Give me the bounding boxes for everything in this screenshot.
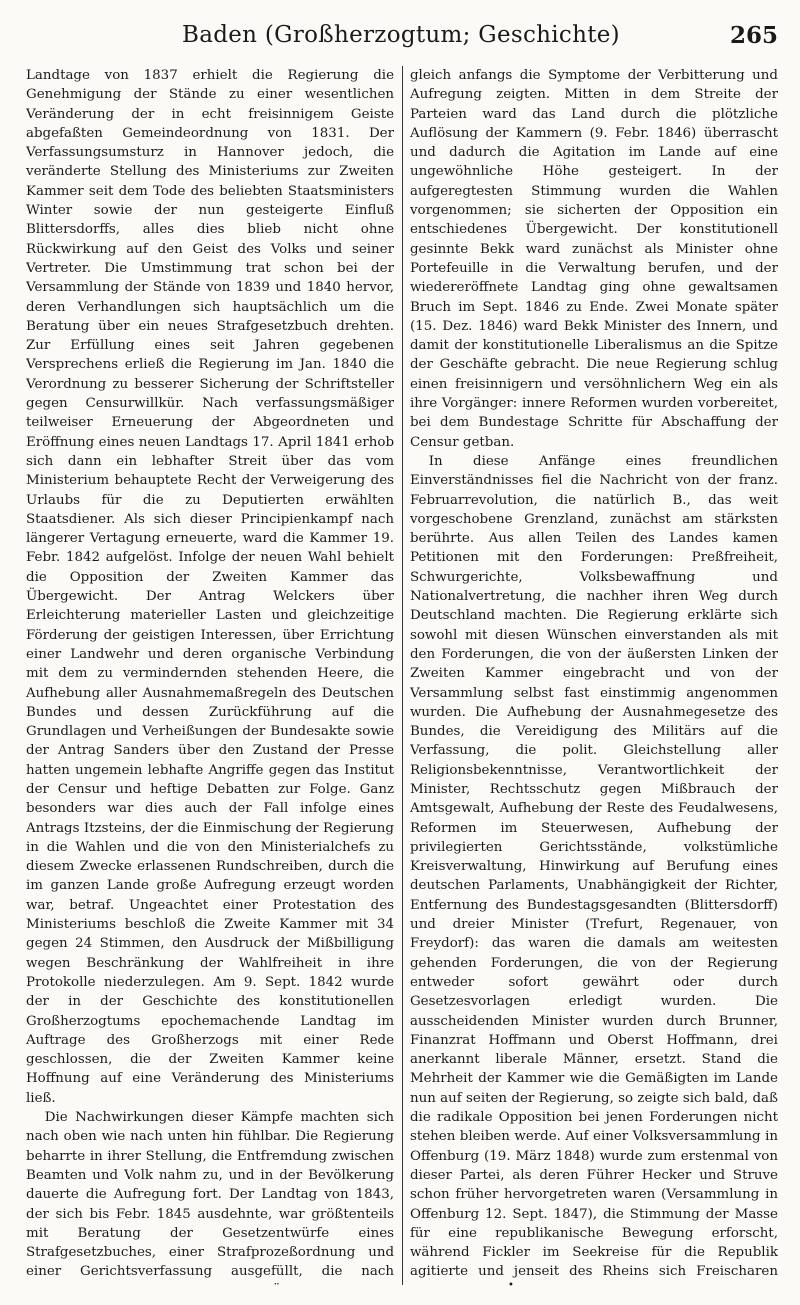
running-head: Baden (Großherzogtum; Geschichte) xyxy=(182,22,620,48)
column-divider xyxy=(402,66,403,1285)
page-header xyxy=(24,22,778,62)
paragraph: In diese Anfänge eines freundlichen Einverständnisses fiel die Nachricht von der franz. Februarrevolution, die natürlich B., das weit vorgeschobene Grenzland, zunächst am stärksten berührte. Aus allen Teilen des Landes kamen Petitionen mit den Forderungen: Preßfreiheit, Schwurgerichte, Volksbewaffnung und Nationalvertretung, die nachher ihren Weg durch Deutschland machten. Die Regierung erklärte sich sowohl mit diesen Wünschen einverstanden als mit den Forderungen, die von der äußersten Linken der Zweiten Kammer eingebracht und von der Versammlung selbst fast einstimmig angenommen wurden. Die Aufhebung der Ausnahmegesetze des Bundes, die Vereidigung des Militärs auf die Verfassung, die polit. Gleichstellung aller Religionsbekenntnisse, Verantwortlichkeit der Minister, Rechtsschutz gegen Mißbrauch der Amtsgewalt, Aufhebung der Reste des Feudalwesens, Reformen im Steuerwesen, Aufhebung der privilegierten Gerichtsstände, volkstümliche Kreisverwaltung, Hinwirkung auf Berufung eines deutschen Parlaments, Unabhängigkeit der Richter, Entfernung des Bundestagsgesandten (Blittersdorff) und dreier Minister (Trefurt, Regenauer, von Freydorf): das waren die damals am weitesten gehenden Forderungen, die von der Regierung entweder sofort gewährt oder durch Gesetzesvorlagen erledigt wurden. Die ausscheidenden Minister wurden durch Brunner, Finanzrat Hoffmann und Oberst Hoffmann, drei anerkannt liberale Männer, ersetzt. Stand die Mehrheit der Kammer wie die Gemäßigten im Lande nun auf seiten der Regierung, so zeigte sich bald, daß die radikale Opposition bei jenen Forderungen nicht stehen bleiben werde. Auf einer Volksversammlung in Offenburg (19. März 1848) wurde zum erstenmal von dieser Partei, als deren Führer Hecker und Struve schon früher hervorgetreten waren (Versammlung in Offenburg 12. Sept. 1847), die Stimmung der Masse für eine republikanische Bewegung erforscht, während Fickler im Seekreise für die Republik agitierte und jenseit des Rheins sich Freischaren xyxy=(409,453,778,1280)
text-columns xyxy=(26,66,778,1285)
paragraph: gleich anfangs die Symptome der Verbitterung und Aufregung zeigten. Mitten in dem Streite der Parteien ward das Land durch die plötzliche Auflösung der Kammern (9. Febr. 1846) überrascht und dadurch die Agitation im Lande auf eine ungewöhnliche Höhe gesteigert. In der aufgeregtesten Stimmung wurden die Wahlen vorgenommen; sie sicherten der Opposition ein entschiedenes Übergewicht. Der konstitutionell gesinnte Bekk ward zunächst als Minister ohne Portefeuille in die Verwaltung berufen, und der wiedereröffnete Landtag ging ohne gewaltsamen Bruch im Sept. 1846 zu Ende. Zwei Monate später (15. Dez. 1846) ward Bekk Minister des Innern, und damit der konstitutionelle Liberalismus an die Spitze der Geschäfte gebracht. Die neue Regierung schlug einen freisinnigern und versöhnlichern Weg ein als ihre Vorgänger: innere Reformen wurden vorbereitet, bei dem Bundestage Schritte für Abschaffung der Censur getban. xyxy=(409,68,778,450)
paragraph: Landtage von 1837 erhielt die Regierung die Genehmigung der Stände zu einer wesentlichen Veränderung der in echt freisinnigem Geiste abgefaßten Gemeindeordnung von 1831. Der Verfassungsumsturz in Hannover jedoch, die veränderte Stellung des Ministeriums zur Zweiten Kammer seit dem Tode des beliebten Staatsministers Winter sowie der nun gesteigerte Einfluß Blittersdorffs, alles dies blieb nicht ohne Rückwirkung auf den Geist des Volks und seiner Vertreter. Die Umstimmung trat schon bei der Versammlung der Stände von 1839 und 1840 hervor, deren Verhandlungen sich hauptsächlich um die Beratung über ein neues Strafgesetzbuch drehten. Zur Erfüllung eines seit Jahren gegebenen Versprechens erließ die Regierung im Jan. 1840 die Verordnung zu besserer Sicherung der Schriftsteller gegen Censurwillkür. Nach verfassungsmäßiger teilweiser Erneuerung der Abgeordneten und Eröffnung eines neuen Landtags 17. April 1841 erhob sich dann ein lebhafter Streit über das vom Ministerium behauptete Recht der Verweigerung des Urlaubs für die zu Deputierten erwählten Staatsdiener. Als sich dieser Principienkampf nach längerer Vertagung erneuerte, ward die Kammer 19. Febr. 1842 aufgelöst. Infolge der neuen Wahl behielt die Opposition der Zweiten Kammer das Übergewicht. Der Antrag Welckers über Erleichterung materieller Lasten und gleichzeitige Förderung der geistigen Interessen, über Errichtung einer Landwehr und deren organische Verbindung mit dem zu vermindernden stehenden Heere, die Aufhebung aller Ausnahmemaßregeln des Deutschen Bundes und dessen Zurückführung auf die Grundlagen und Verheißungen der Bundesakte sowie der Antrag Sanders über den Zustand der Presse hatten ungemein lebhafte Angriffe gegen das Institut der Censur und heftige Debatten zur Folge. Ganz besonders war dies auch der Fall infolge eines Antrags Itzsteins, der die Einmischung der Regierung in die Wahlen und die von den Ministerialchefs zu diesem Zwecke erlassenen Rundschreiben, durch die im ganzen Lande große Aufregung erzeugt worden war, betraf. Ungeachtet einer Protestation des Ministeriums beschloß die Zweite Kammer mit 34 gegen 24 Stimmen, den Ausdruck der Mißbilligung wegen Beschränkung der Wahlfreiheit in ihre Protokolle niederzulegen. Am 9. Sept. 1842 wurde der in der Geschichte des konstitutionellen Großherzogtums epochemachende Landtag im Auftrage des Großherzogs mit einer Rede geschlossen, die der Zweiten Kammer keine Hoffnung auf eine Veränderung des Ministeriums ließ. xyxy=(26,68,395,1106)
footer-mark: • xyxy=(508,1280,514,1291)
paragraph: Die Nachwirkungen dieser Kämpfe machten sich nach oben wie nach unten hin fühlbar. Die Regierung beharrte in ihrer Stellung, die Entfremdung zwischen Beamten und Volk nahm zu, und in der Bevölkerung dauerte die Aufregung fort. Der Landtag von 1843, der sich bis Febr. 1845 ausdehnte, war größtenteils mit Beratung der Gesetzentwürfe eines Strafgesetzbuches, einer Strafprozeßordnung und einer Gerichtsverfassung ausgefüllt, die nach xyxy=(26,1110,395,1280)
right-column xyxy=(410,66,778,1285)
left-column xyxy=(26,66,394,1285)
page-number: 265 xyxy=(729,22,778,49)
